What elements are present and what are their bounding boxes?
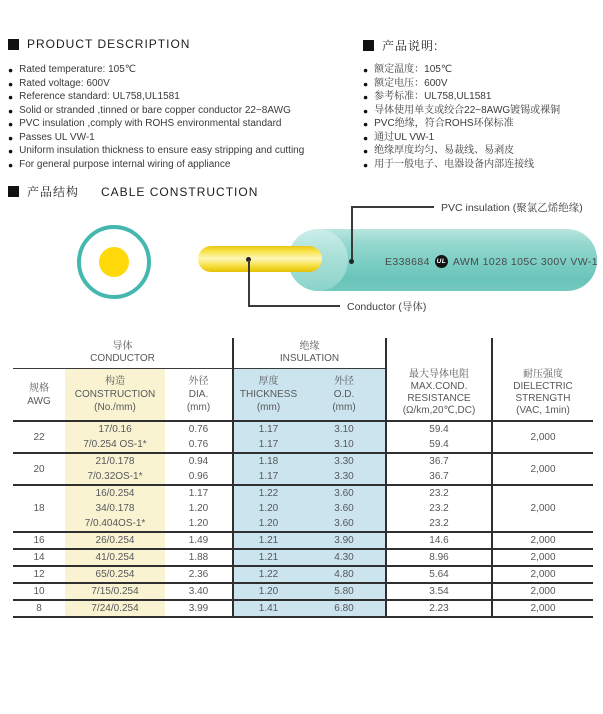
bullet-text: Solid or stranded ,tinned or bare copper conductor 22~8AWG — [19, 104, 291, 116]
bullet-text: For general purpose internal wiring of appliance — [19, 158, 231, 170]
cell-od: 4.30 — [303, 549, 386, 566]
bullet-text: 额定电压：600V — [374, 77, 448, 89]
bullet-text: 导体使用单支或绞合22~8AWG镀锡或裸铜 — [374, 104, 561, 116]
cell-construction: 7/24/0.254 — [65, 600, 165, 617]
bullet-text: 绝缘厚度均匀、易裁线、易剥皮 — [374, 145, 515, 156]
conductor-leader-line-v — [248, 260, 250, 306]
cell-resistance: 23.2 23.2 23.2 — [386, 485, 492, 532]
cell-strength: 2,000 — [492, 549, 593, 566]
cell-resistance: 5.64 — [386, 566, 492, 583]
cell-construction: 65/0.254 — [65, 566, 165, 583]
awg-header: 规格 AWG — [13, 369, 65, 422]
bullet-text: Rated temperature: 105℃ — [19, 64, 136, 75]
awm-rating-text: AWM 1028 105C 300V VW-1 — [452, 255, 599, 268]
table-row — [13, 421, 593, 453]
cell-thickness: 1.21 — [233, 549, 303, 566]
cell-dia: 1.88 — [165, 549, 233, 566]
table-row — [13, 566, 593, 583]
table-row — [13, 600, 593, 617]
insulation-group-header — [233, 338, 386, 369]
insulation-group-en: INSULATION — [279, 353, 340, 364]
table-row — [13, 583, 593, 600]
cell-dia: 0.94 0.96 — [165, 453, 233, 485]
cell-dia: 1.49 — [165, 532, 233, 549]
bullet-icon: ● — [363, 105, 369, 116]
cell-od: 3.90 — [303, 532, 386, 549]
cell-strength: 2,000 — [492, 583, 593, 600]
conductor-group-en: CONDUCTOR — [90, 353, 155, 364]
bullet-text: Passes UL VW-1 — [19, 131, 95, 143]
pvc-insulation-label: PVC insulation (聚氯乙烯绝缘) — [441, 202, 583, 214]
cell-thickness: 1.22 1.20 1.20 — [233, 485, 303, 532]
cell-od: 5.80 — [303, 583, 386, 600]
cell-od: 3.60 3.60 3.60 — [303, 485, 386, 532]
cell-resistance: 36.7 36.7 — [386, 453, 492, 485]
bullet-text: PVC绝缘，符合ROHS环保标准 — [374, 118, 514, 129]
bullet-text: 用于一般电子、电器设备内部连接线 — [374, 158, 535, 170]
bullet-icon: ● — [363, 159, 369, 170]
cell-thickness: 1.21 — [233, 532, 303, 549]
cell-awg: 10 — [13, 583, 65, 600]
table-row — [13, 485, 593, 532]
bullet-text: 额定温度：105℃ — [374, 64, 453, 75]
cell-construction: 41/0.254 — [65, 549, 165, 566]
conductor-label: Conductor (导体) — [347, 301, 427, 313]
cell-strength: 2,000 — [492, 600, 593, 617]
bullet-text: Reference standard: UL758,UL1581 — [19, 91, 180, 102]
bullet-icon: ● — [8, 105, 14, 116]
thickness-header: 厚度 THICKNESS (mm) — [233, 369, 303, 422]
cell-awg: 12 — [13, 566, 65, 583]
construction-header: 构造 CONSTRUCTION (No./mm) — [65, 369, 165, 422]
cell-awg: 18 — [13, 485, 65, 532]
bullet-icon: ● — [363, 132, 369, 143]
bullet-icon: ● — [8, 159, 14, 170]
cell-strength: 2,000 — [492, 453, 593, 485]
cell-construction: 26/0.254 — [65, 532, 165, 549]
cell-dia: 0.76 0.76 — [165, 421, 233, 453]
table-row — [13, 532, 593, 549]
cell-od: 4.80 — [303, 566, 386, 583]
bullet-icon: ● — [8, 146, 14, 156]
cell-od: 3.10 3.10 — [303, 421, 386, 453]
bullet-text: Uniform insulation thickness to ensure easy stripping and cutting — [19, 145, 305, 156]
cell-resistance: 2.23 — [386, 600, 492, 617]
pvc-leader-dot — [349, 259, 354, 264]
cell-resistance: 3.54 — [386, 583, 492, 600]
cell-construction: 17/0.16 7/0.254 OS-1* — [65, 421, 165, 453]
cell-od: 3.30 3.30 — [303, 453, 386, 485]
bullet-icon: ● — [363, 146, 369, 156]
ul-logo-icon: UL — [435, 255, 448, 268]
cell-dia: 2.36 — [165, 566, 233, 583]
ul-file-number: E338684 — [385, 255, 430, 268]
pvc-leader-line-h — [351, 206, 434, 208]
cell-thickness: 1.22 — [233, 566, 303, 583]
bullet-icon: ● — [8, 78, 14, 89]
bullet-icon: ● — [8, 92, 14, 102]
cell-construction: 21/0.178 7/0.32OS-1* — [65, 453, 165, 485]
cable-print-marking — [385, 255, 598, 268]
bullet-text: Rated voltage: 600V — [19, 77, 110, 89]
cell-dia: 1.17 1.20 1.20 — [165, 485, 233, 532]
bullet-icon: ● — [8, 119, 14, 129]
cell-dia: 3.99 — [165, 600, 233, 617]
cell-strength: 2,000 — [492, 532, 593, 549]
cell-awg: 14 — [13, 549, 65, 566]
cell-od: 6.80 — [303, 600, 386, 617]
heading-text-en: CABLE CONSTRUCTION — [101, 184, 259, 199]
cell-thickness: 1.41 — [233, 600, 303, 617]
cell-resistance: 8.96 — [386, 549, 492, 566]
resistance-header: 最大导体电阻 MAX.COND. RESISTANCE (Ω/km,20℃,DC) — [386, 338, 492, 421]
cell-strength: 2,000 — [492, 566, 593, 583]
cell-thickness: 1.18 1.17 — [233, 453, 303, 485]
bullet-text: PVC insulation ,comply with ROHS environmental standard — [19, 118, 282, 129]
cell-construction: 16/0.254 34/0.178 7/0.404OS-1* — [65, 485, 165, 532]
conductor-rod — [198, 246, 322, 272]
cell-dia: 3.40 — [165, 583, 233, 600]
bullet-icon: ● — [8, 132, 14, 143]
cell-resistance: 14.6 — [386, 532, 492, 549]
bullet-text: 通过UL VW-1 — [374, 131, 435, 143]
dielectric-strength-header: 耐压强度 DIELECTRIC STRENGTH (VAC, 1min) — [492, 338, 593, 421]
spec-table — [13, 338, 593, 618]
pvc-leader-line-v — [351, 206, 353, 262]
cell-strength: 2,000 — [492, 421, 593, 453]
conductor-group-header — [13, 338, 233, 369]
cable-diagram — [0, 0, 603, 340]
bullet-icon: ● — [8, 65, 14, 75]
dia-header: 外径 DIA. (mm) — [165, 369, 233, 422]
cell-strength: 2,000 — [492, 485, 593, 532]
cell-awg: 22 — [13, 421, 65, 453]
bullet-icon: ● — [363, 92, 369, 102]
table-group-header-row — [13, 338, 593, 369]
bullet-text: 参考标准：UL758,UL1581 — [374, 91, 492, 102]
cell-resistance: 59.4 59.4 — [386, 421, 492, 453]
cell-thickness: 1.17 1.17 — [233, 421, 303, 453]
heading-text-cn: 产品结构 — [27, 185, 80, 199]
cable-cross-section — [77, 225, 151, 299]
bullet-icon: ● — [363, 119, 369, 129]
cell-construction: 7/15/0.254 — [65, 583, 165, 600]
bullet-icon: ● — [363, 65, 369, 75]
insulation-group-cn: 绝缘 — [299, 341, 320, 352]
cell-awg: 16 — [13, 532, 65, 549]
conductor-group-cn: 导体 — [112, 341, 133, 352]
table-row — [13, 453, 593, 485]
heading-text: PRODUCT DESCRIPTION — [27, 37, 191, 51]
conductor-leader-line-h — [248, 305, 340, 307]
conductor-core-icon — [99, 247, 129, 277]
cell-awg: 8 — [13, 600, 65, 617]
od-header: 外径 O.D. (mm) — [303, 369, 386, 422]
cell-thickness: 1.20 — [233, 583, 303, 600]
table-row — [13, 549, 593, 566]
bullet-icon: ● — [363, 78, 369, 89]
cell-awg: 20 — [13, 453, 65, 485]
heading-text: 产品说明: — [382, 39, 439, 53]
